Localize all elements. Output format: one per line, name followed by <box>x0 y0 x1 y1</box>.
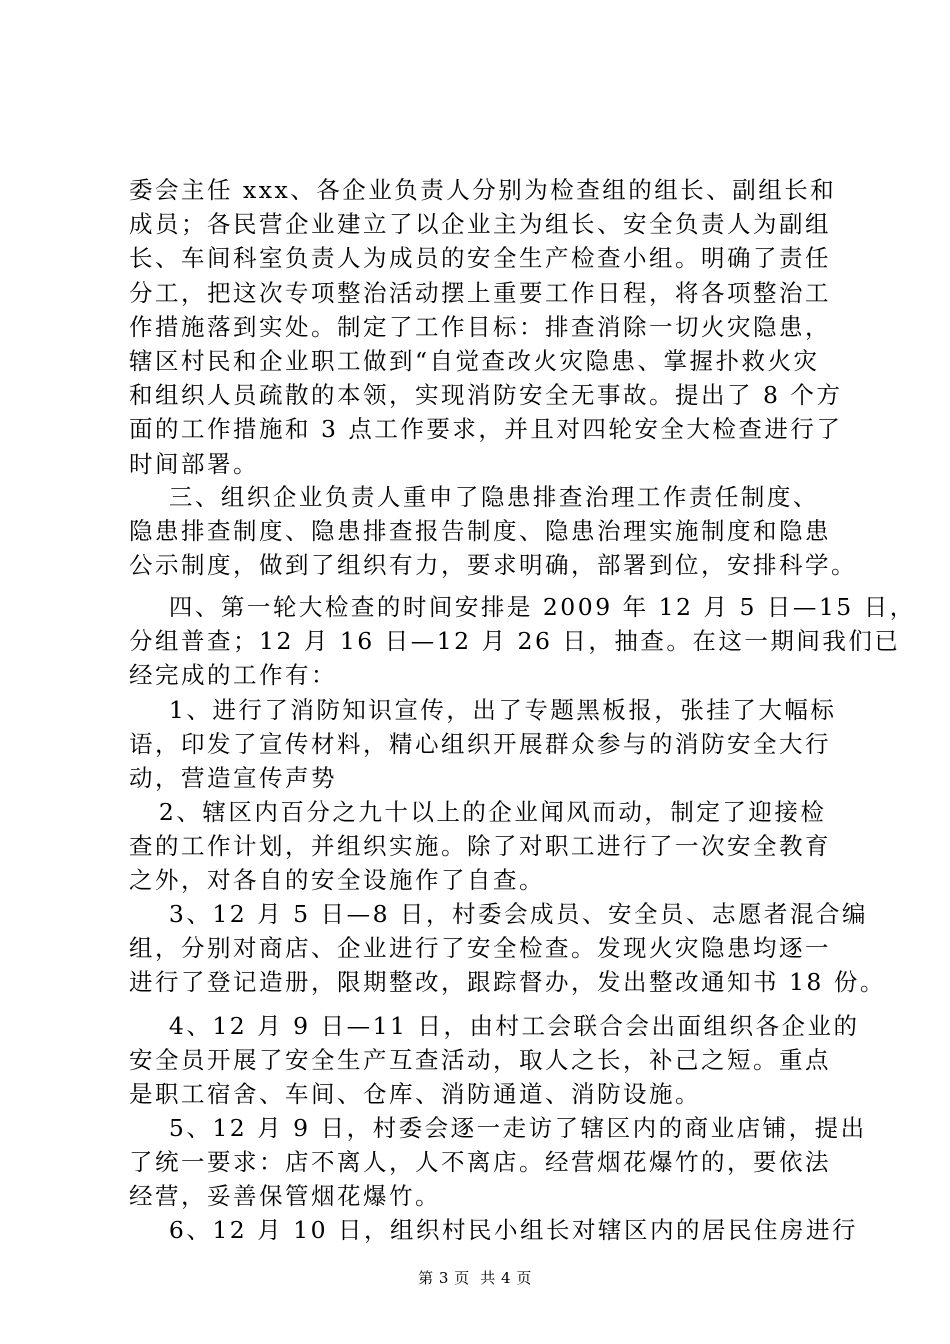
text-line: 是职工宿舍、车间、仓库、消防通道、消防设施。 <box>129 1080 701 1109</box>
text-line: 语，印发了宣传材料，精心组织开展群众参与的消防安全大行 <box>129 730 831 759</box>
text-line: 经完成的工作有： <box>129 661 337 690</box>
paragraph-item-2 <box>129 795 839 898</box>
paragraph-item-4 <box>129 1009 860 1112</box>
paragraph-committee-members <box>129 173 843 481</box>
text-line: 之外，对各自的安全设施作了自查。 <box>129 866 545 895</box>
text-line: 分组普查；12 月 16 日—12 月 26 日，抽查。在这一期间我们已 <box>129 627 901 656</box>
text-line: 了统一要求：店不离人，人不离店。经营烟花爆竹的，要依法 <box>129 1148 831 1177</box>
text-line: 安全员开展了安全生产互查活动，取人之长，补己之短。重点 <box>129 1046 831 1075</box>
text-line: 委会主任 xxx、各企业负责人分别为检查组的组长、副组长和 <box>129 176 837 204</box>
text-line: 三、组织企业负责人重申了隐患排查治理工作责任制度、 <box>129 483 819 511</box>
text-line: 6、12 月 10 日，组织村民小组长对辖区内的居民住房进行 <box>129 1216 859 1244</box>
text-line: 进行了登记造册，限期整改，跟踪督办，发出整改通知书 18 份。 <box>129 968 886 997</box>
text-line: 隐患排查制度、隐患排查报告制度、隐患治理实施制度和隐患 <box>129 517 831 546</box>
paragraph-item-5 <box>129 1111 867 1214</box>
text-line: 分工，把这次专项整治活动摆上重要工作日程，将各项整治工 <box>129 278 831 307</box>
text-line: 3、12 月 5 日—8 日，村委会成员、安全员、志愿者混合编 <box>129 900 869 928</box>
text-line: 作措施落到实处。制定了工作目标：排查消除一切火灾隐患， <box>129 312 831 341</box>
text-line: 四、第一轮大检查的时间安排是 2009 年 12 月 5 日—15 日， <box>129 593 916 621</box>
text-line: 5、12 月 9 日，村委会逐一走访了辖区内的商业店铺，提出 <box>129 1114 867 1142</box>
text-line: 4、12 月 9 日—11 日，由村工会联合会出面组织各企业的 <box>129 1012 860 1040</box>
paragraph-section-three <box>129 480 857 583</box>
text-line: 成员；各民营企业建立了以企业主为组长、安全负责人为副组 <box>129 210 831 239</box>
text-line: 长、车间科室负责人为成员的安全生产检查小组。明确了责任 <box>129 244 831 273</box>
paragraph-item-1 <box>129 693 839 796</box>
page-number-footer: 第 3 页 共 4 页 <box>418 1269 532 1287</box>
text-line: 1、进行了消防知识宣传，出了专题黑板报，张挂了大幅标 <box>129 696 837 724</box>
paragraph-section-four <box>129 590 916 693</box>
paragraph-item-3 <box>129 897 886 1000</box>
text-line: 2、辖区内百分之九十以上的企业闻风而动，制定了迎接检 <box>129 798 827 826</box>
text-line: 辖区村民和企业职工做到“自觉查改火灾隐患、掌握扑救火灾 <box>129 347 820 376</box>
paragraph-item-6 <box>129 1213 859 1247</box>
text-line: 公示制度，做到了组织有力，要求明确，部署到位，安排科学。 <box>129 551 857 580</box>
text-line: 面的工作措施和 3 点工作要求，并且对四轮安全大检查进行了 <box>129 415 843 444</box>
text-line: 时间部署。 <box>129 449 259 478</box>
text-line: 组，分别对商店、企业进行了安全检查。发现火灾隐患均逐一 <box>129 934 831 963</box>
text-line: 和组织人员疏散的本领，实现消防安全无事故。提出了 8 个方 <box>129 381 843 410</box>
text-line: 动，营造宣传声势 <box>129 764 337 793</box>
text-line: 经营，妥善保管烟花爆竹。 <box>129 1182 441 1211</box>
text-line: 查的工作计划，并组织实施。除了对职工进行了一次安全教育 <box>129 832 831 861</box>
